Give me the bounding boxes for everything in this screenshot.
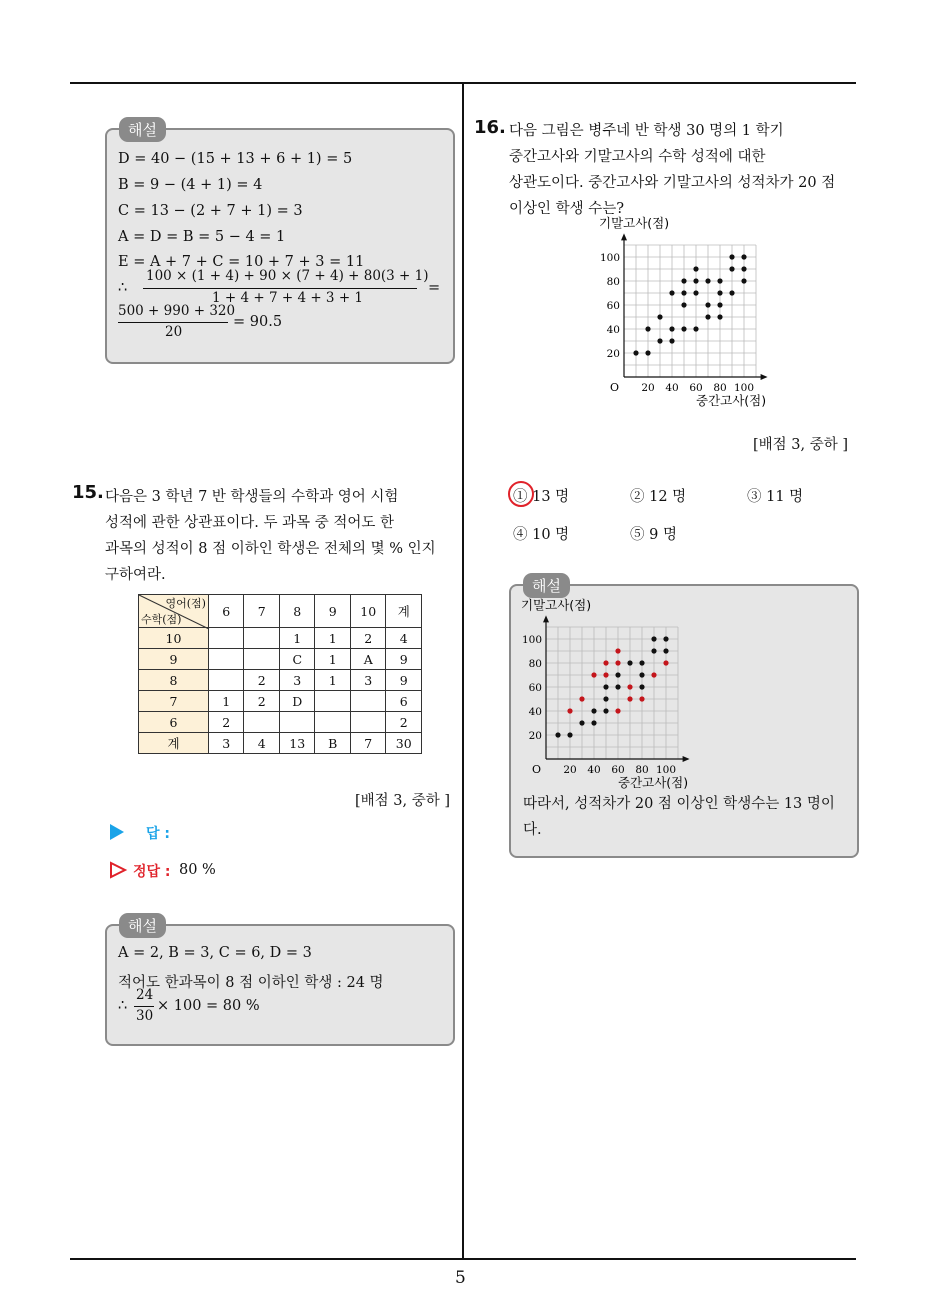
table-cell: 6 (386, 691, 422, 712)
table-cell (315, 691, 351, 712)
table-cell: C (279, 649, 315, 670)
x-tick-label: 60 (689, 382, 703, 394)
result-value: = 90.5 (233, 314, 283, 330)
solution-line: A = 2, B = 3, C = 6, D = 3 (118, 945, 312, 961)
table-cell: 7 (350, 733, 386, 754)
data-point (633, 350, 638, 355)
table-cell: D (279, 691, 315, 712)
x-tick-label: 20 (641, 382, 655, 394)
y-tick-label: 100 (521, 634, 542, 646)
data-point-highlight (567, 708, 572, 713)
question-text: 중간고사와 기말고사의 수학 성적에 대한 (509, 149, 766, 165)
data-point (627, 660, 632, 665)
table-row (139, 670, 422, 691)
correlation-table (138, 594, 422, 754)
table-cell: 30 (386, 733, 422, 754)
therefore-symbol: ∴ (118, 998, 128, 1014)
scatter-plot-solution (517, 597, 707, 792)
data-point (663, 648, 668, 653)
data-point (693, 266, 698, 271)
solution-tag: 해설 (119, 117, 166, 142)
data-point-highlight (639, 696, 644, 701)
question-text: 구하여라. (105, 567, 166, 583)
table-row (139, 649, 422, 670)
data-point-highlight (603, 672, 608, 677)
score-label: [배점 3, 중하 ] (753, 437, 849, 453)
table-cell: 2 (350, 628, 386, 649)
solution-line: E = A + 7 + C = 10 + 7 + 3 = 11 (118, 254, 365, 270)
data-point (705, 278, 710, 283)
y-tick-label: 40 (606, 324, 620, 336)
table-row (139, 628, 422, 649)
y-tick-label: 20 (528, 730, 542, 742)
table-cell: 2 (244, 691, 280, 712)
data-point (681, 278, 686, 283)
table-cell: 2 (244, 670, 280, 691)
table-cell (350, 712, 386, 733)
x-axis-arrow (683, 756, 690, 762)
solution-tag: 해설 (523, 573, 570, 598)
score-label: [배점 3, 중하 ] (355, 793, 451, 809)
data-point (705, 302, 710, 307)
table-cell (244, 712, 280, 733)
page-number: 5 (455, 1268, 466, 1288)
table-cell: 1 (279, 628, 315, 649)
data-point (657, 338, 662, 343)
correct-answer-label: 정답 : (133, 864, 171, 880)
fraction-numerator: 500 + 990 + 320 (118, 303, 236, 319)
data-point (603, 708, 608, 713)
data-point (651, 648, 656, 653)
fraction-bar (134, 1006, 154, 1007)
x-axis-label: 중간고사(점) (618, 775, 689, 790)
question-text: 성적에 관한 상관표이다. 두 과목 중 적어도 한 (105, 515, 394, 531)
table-cell (315, 712, 351, 733)
data-point-highlight (651, 672, 656, 677)
solution-line: C = 13 − (2 + 7 + 1) = 3 (118, 203, 303, 219)
table-cell (244, 628, 280, 649)
table-cell: 9 (386, 649, 422, 670)
table-cell (350, 691, 386, 712)
row-label: 7 (139, 691, 209, 712)
table-cell (208, 670, 244, 691)
x-tick-label: 100 (733, 382, 755, 394)
column-header: 6 (208, 595, 244, 628)
data-point (705, 314, 710, 319)
x-tick-label: 40 (587, 764, 601, 776)
data-point (603, 696, 608, 701)
table-cell (279, 712, 315, 733)
y-tick-label: 100 (599, 252, 620, 264)
y-axis-arrow (543, 615, 549, 622)
y-axis-label: 기말고사(점) (599, 215, 670, 231)
y-tick-label: 20 (606, 348, 620, 360)
scatter-plot-question (596, 215, 786, 409)
row-label: 6 (139, 712, 209, 733)
y-tick-label: 60 (606, 300, 620, 312)
data-point (567, 732, 572, 737)
y-axis-label: 기말고사(점) (521, 597, 592, 613)
data-point (669, 338, 674, 343)
data-point (615, 684, 620, 689)
question-number-15: 15. (72, 482, 104, 503)
table-cell: A (350, 649, 386, 670)
data-point (579, 720, 584, 725)
data-point (681, 326, 686, 331)
x-tick-label: 80 (635, 764, 649, 776)
y-tick-label: 80 (606, 276, 620, 288)
data-point (663, 636, 668, 641)
data-point (681, 302, 686, 307)
table-cell (208, 649, 244, 670)
data-point (717, 302, 722, 307)
data-point (645, 326, 650, 331)
fraction-denominator: 30 (136, 1008, 154, 1024)
data-point (651, 636, 656, 641)
table-cell: 13 (279, 733, 315, 754)
y-tick-label: 80 (528, 658, 542, 670)
solution-conclusion: 따라서, 성적차가 20 점 이상인 학생수는 13 명이 (523, 796, 835, 812)
column-header: 계 (386, 595, 422, 628)
column-header: 10 (350, 595, 386, 628)
table-cell: 2 (208, 712, 244, 733)
equals-sign: = (428, 280, 441, 296)
therefore-symbol: ∴ (118, 280, 128, 296)
data-point (669, 290, 674, 295)
table-row (139, 712, 422, 733)
data-point (681, 290, 686, 295)
x-tick-label: 60 (611, 764, 625, 776)
table-cell: B (315, 733, 351, 754)
data-point (741, 278, 746, 283)
choice-3[interactable]: ③ 11 명 (747, 489, 804, 505)
table-cell: 4 (386, 628, 422, 649)
solution-tag: 해설 (119, 913, 166, 938)
data-point (555, 732, 560, 737)
data-point-highlight (627, 696, 632, 701)
data-point (717, 314, 722, 319)
x-axis-label: 중간고사(점) (696, 393, 767, 408)
data-point-highlight (591, 672, 596, 677)
table-cell: 9 (386, 670, 422, 691)
solution-line: D = 40 − (15 + 13 + 6 + 1) = 5 (118, 151, 353, 167)
answer-label: 답 : (146, 826, 170, 842)
fraction-numerator: 24 (136, 987, 154, 1003)
x-tick-label: 80 (713, 382, 727, 394)
data-point (603, 684, 608, 689)
solution-line: A = D = B = 5 − 4 = 1 (118, 229, 286, 245)
question-text: 과목의 성적이 8 점 이하인 학생은 전체의 몇 % 인지 (105, 541, 436, 557)
choice-5[interactable]: ⑤ 9 명 (630, 527, 677, 543)
row-label: 10 (139, 628, 209, 649)
data-point-highlight (615, 648, 620, 653)
choice-2[interactable]: ② 12 명 (630, 489, 687, 505)
correct-answer-icon (109, 861, 127, 879)
data-point-highlight (615, 708, 620, 713)
data-point (615, 672, 620, 677)
data-point (591, 708, 596, 713)
table-corner-cell (139, 595, 209, 628)
data-point-highlight (603, 660, 608, 665)
data-point (693, 278, 698, 283)
table-row (139, 691, 422, 712)
origin-label: O (610, 381, 620, 394)
x-axis-arrow (761, 374, 768, 380)
y-tick-label: 60 (528, 682, 542, 694)
data-point (639, 660, 644, 665)
fraction-denominator: 20 (165, 324, 183, 340)
data-point (741, 254, 746, 259)
data-point-highlight (627, 684, 632, 689)
table-row (139, 733, 422, 754)
table-cell: 2 (386, 712, 422, 733)
origin-label: O (532, 763, 542, 776)
column-header: 8 (279, 595, 315, 628)
table-cell (208, 628, 244, 649)
correct-answer-value: 80 % (179, 862, 216, 878)
data-point (729, 266, 734, 271)
data-point (669, 326, 674, 331)
row-label: 8 (139, 670, 209, 691)
data-point (717, 278, 722, 283)
table-cell: 3 (279, 670, 315, 691)
corner-bottom-label: 수학(점) (141, 613, 182, 626)
data-point (729, 290, 734, 295)
data-point (639, 684, 644, 689)
data-point (657, 314, 662, 319)
question-text: 다음은 3 학년 7 반 학생들의 수학과 영어 시험 (105, 489, 399, 505)
fraction-numerator: 100 × (1 + 4) + 90 × (7 + 4) + 80(3 + 1) (146, 268, 429, 284)
question-text: 이상인 학생 수는? (509, 201, 625, 217)
table-cell: 3 (350, 670, 386, 691)
data-point (693, 326, 698, 331)
data-point (591, 720, 596, 725)
data-point-highlight (579, 696, 584, 701)
answer-play-icon (110, 824, 124, 840)
x-tick-label: 100 (655, 764, 677, 776)
data-point (717, 290, 722, 295)
solution-line: B = 9 − (4 + 1) = 4 (118, 177, 263, 193)
table-cell: 4 (244, 733, 280, 754)
table-cell: 1 (315, 670, 351, 691)
question-text: 상관도이다. 중간고사와 기말고사의 성적차가 20 점 (509, 175, 836, 191)
choice-4[interactable]: ④ 10 명 (513, 527, 570, 543)
table-cell: 1 (315, 628, 351, 649)
data-point (639, 672, 644, 677)
choice-1[interactable]: ① 13 명 (513, 489, 570, 505)
question-number-16: 16. (474, 117, 506, 138)
y-tick-label: 40 (528, 706, 542, 718)
table-cell: 1 (208, 691, 244, 712)
table-cell (244, 649, 280, 670)
data-point (741, 266, 746, 271)
result-value: × 100 = 80 % (157, 998, 260, 1014)
column-header: 9 (315, 595, 351, 628)
fraction-bar (118, 322, 228, 323)
data-point (645, 350, 650, 355)
row-label: 9 (139, 649, 209, 670)
x-tick-label: 40 (665, 382, 679, 394)
data-point (729, 254, 734, 259)
fraction-bar (143, 288, 417, 289)
solution-conclusion: 다. (523, 822, 542, 838)
y-axis-arrow (621, 233, 627, 240)
column-divider (462, 82, 464, 1260)
table-cell: 1 (315, 649, 351, 670)
x-tick-label: 20 (563, 764, 577, 776)
bottom-rule (70, 1258, 856, 1260)
column-header: 7 (244, 595, 280, 628)
data-point-highlight (615, 660, 620, 665)
corner-top-label: 영어(점) (165, 597, 206, 610)
table-cell: 3 (208, 733, 244, 754)
data-point (693, 290, 698, 295)
question-text: 다음 그림은 병주네 반 학생 30 명의 1 학기 (509, 123, 784, 139)
data-point-highlight (663, 660, 668, 665)
solution-line: 적어도 한과목이 8 점 이하인 학생 : 24 명 (118, 975, 384, 991)
row-label: 계 (139, 733, 209, 754)
fraction-denominator: 1 + 4 + 7 + 4 + 3 + 1 (212, 290, 364, 306)
